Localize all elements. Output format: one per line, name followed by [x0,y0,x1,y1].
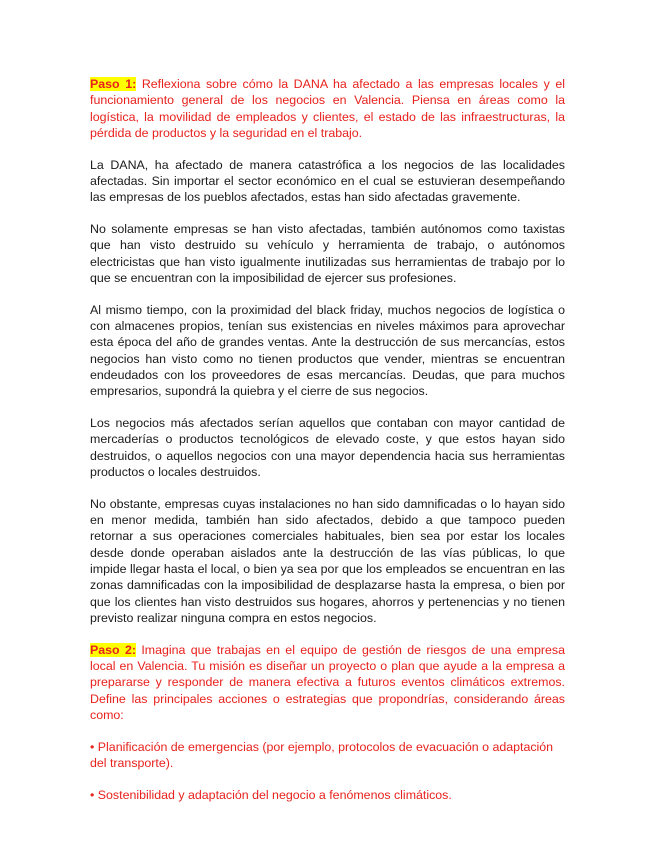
bullet-item-1: • Planificación de emergencias (por ejemplo, protocolos de evacuación o adaptación del transporte). [90,739,554,770]
step1-label: Paso 1: [90,77,137,91]
bullet-item-2: • Sostenibilidad y adaptación del negocio a fenómenos climáticos. [90,787,452,802]
body-paragraph-4: Los negocios más afectados serían aquellos que contaban con mayor cantidad de mercaderías o productos tecnológicos de elevado coste, y que estos hayan sido destruidos, o aquellos negocios con una mayor dependencia hacia sus herramientas productos o locales destruidos. [90,416,565,479]
step2-label: Paso 2: [90,642,136,657]
step1-paragraph [90,76,565,141]
body-paragraph-1: La DANA, ha afectado de manera catastrófica a los negocios de las localidades afectadas. Sin importar el sector económico en el cual se estuvieran desempeñando las empresas de los pueblos afectados, estas han sido afectadas gravemente. [90,157,565,205]
body-paragraph-3: Al mismo tiempo, con la proximidad del black friday, muchos negocios de logística o con almacenes propios, tenían sus existencias en niveles máximos para aprovechar esta época del año de grandes ventas. Ante la destrucción de sus mercancías, estos negocios han visto como no tienen productos que vender, mientras se encuentran endeudados con los proveedores de esas mercancías. Deudas, que para muchos empresarios, supondrá la quiebra y el cierre de sus negocios. [90,302,565,399]
document-page [90,76,565,818]
step2-paragraph [90,642,565,723]
body-paragraph-5: No obstante, empresas cuyas instalaciones no han sido damnificadas o lo hayan sido en menor medida, también han sido afectados, debido a que tampoco pueden retornar a sus operaciones comerciales habituales, bien sea por estar los locales desde donde operaban aislados ante la destrucción de las vías públicas, lo que impide llegar hasta el local, o bien ya sea por que los empleados se encuentran en las zonas damnificadas con la imposibilidad de desplazarse hasta la empresa, o bien por que los clientes han visto destruidos sus hogares, ahorros y pertenencias y no tienen previsto realizar ninguna compra en estos negocios. [90,496,565,625]
body-paragraph-2: No solamente empresas se han visto afectadas, también autónomos como taxistas que han visto destruido su vehículo y herramienta de trabajo, o autónomos electricistas que han visto igualmente inutilizadas sus herramientas de trabajo por lo que se encuentran con la imposibilidad de ejercer sus profesiones. [90,222,565,285]
step2-text: Imagina que trabajas en el equipo de gestión de riesgos de una empresa local en Valencia. Tu misión es diseñar un proyecto o plan que ayude a la empresa a prepararse y responder de manera efectiva a futuros eventos climáticos extremos. Define las principales acciones o estrategias que propondrías, considerando áreas como: [90,642,565,722]
step1-text: Reflexiona sobre cómo la DANA ha afectado a las empresas locales y el funcionamiento general de los negocios en Valencia. Piensa en áreas como la logística, la movilidad de empleados y clientes, el estado de las infraestructuras, la pérdida de productos y la seguridad en el trabajo. [90,77,566,140]
